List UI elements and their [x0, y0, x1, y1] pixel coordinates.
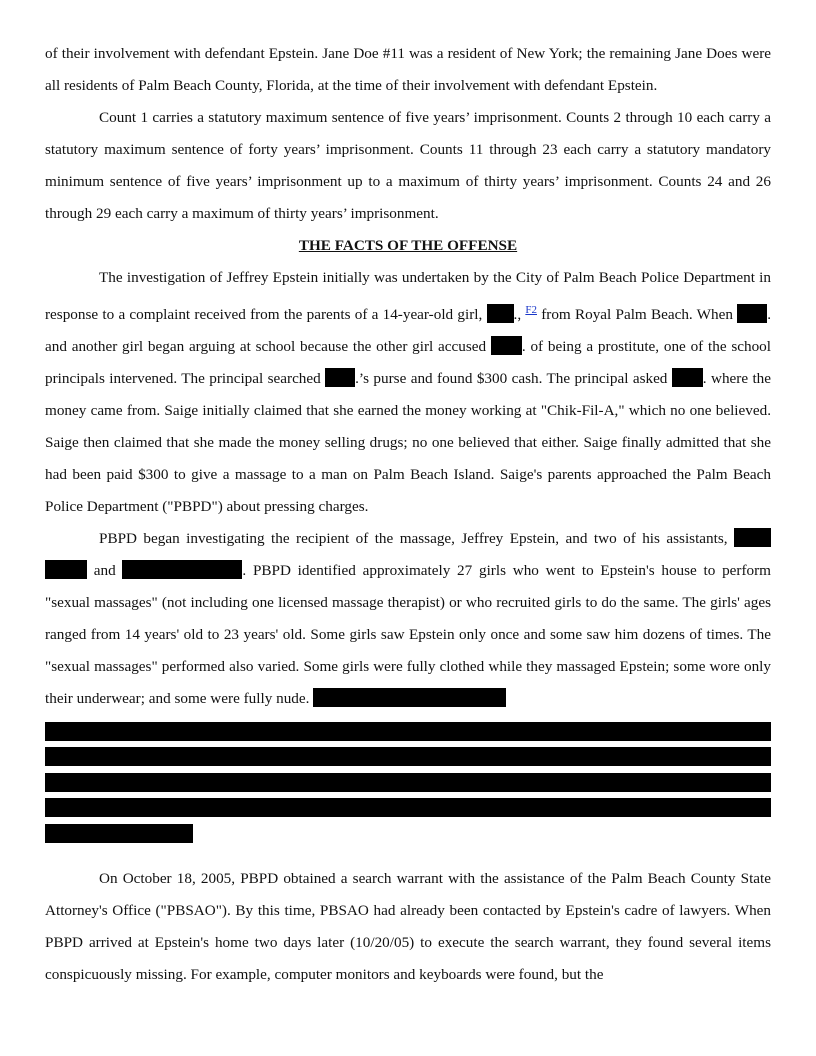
redaction-box: [325, 368, 355, 387]
redaction-box: [491, 336, 522, 355]
text-segment: and: [87, 562, 123, 579]
text-segment: . PBPD identified approximately 27 girls who went to Epstein's house to perform "sexual massages" (not including one licensed massage therapist) or who recruited girls to do the same. The girls' ages ranged from 14 years' old to 23 years' old. Some girls saw Epstein only once and some saw him dozens of times. The "sexual massages" performed also varied. Some girls were fully clothed while they massaged Epstein; some wore only their underwear; and some were fully nude.: [45, 562, 771, 707]
paragraph-jane-does-residence: of their involvement with defendant Epstein. Jane Doe #11 was a resident of New York; the remaining Jane Does were all residents of Palm Beach County, Florida, at the time of their involvement with defendant Epstein.: [45, 45, 771, 94]
redaction-bar: [45, 824, 193, 843]
redaction-box: [122, 560, 242, 579]
text-segment: . where the money came from. Saige initially claimed that she earned the money working at "Chik-Fil-A," which no one believed. Saige then claimed that she made the money selling drugs; no one believed that either. Saige finally admitted that she had been paid $300 to give a massage to a man on Palm Beach Island. Saige's parents approached the Palm Beach Police Department ("PBPD") about pressing charges.: [45, 370, 772, 515]
section-heading: THE FACTS OF THE OFFENSE: [298, 237, 518, 254]
redaction-box: [734, 528, 771, 547]
text-segment: PBPD began investigating the recipient of the massage, Jeffrey Epstein, and two of his assistants,: [99, 530, 734, 547]
paragraph-investigation: [45, 262, 771, 523]
paragraph-search-warrant: On October 18, 2005, PBPD obtained a search warrant with the assistance of the Palm Beach County State Attorney's Office ("PBSAO"). By this time, PBSAO had already been contacted by Epstein's cadre of lawyers. When PBPD arrived at Epstein's home two days later (10/20/05) to execute the search warrant, they found several items conspicuously missing. For example, computer monitors and keyboards were found, but the: [45, 870, 771, 983]
redaction-box: [313, 688, 506, 707]
redaction-bar: [45, 773, 771, 792]
text-segment: . of being a prostitute, one of the school principals intervened. The principal searched: [45, 338, 771, 387]
text-segment: .’s purse and found $300 cash. The principal asked: [355, 370, 672, 387]
redacted-block: [45, 722, 771, 843]
redaction-box: [672, 368, 703, 387]
redaction-bar: [45, 722, 771, 741]
text-segment: The investigation of Jeffrey Epstein initially was undertaken by the City of Palm Beach Police Department in response to a complaint received from the parents of a 14-year-old girl,: [45, 269, 771, 323]
redaction-bar: [45, 798, 771, 817]
paragraph-counts-sentences: Count 1 carries a statutory maximum sentence of five years’ imprisonment. Counts 2 through 10 each carry a statutory maximum sentence of forty years’ imprisonment. Counts 11 through 23 each carry a statutory mandatory minimum sentence of five years’ imprisonment up to a maximum of thirty years’ imprisonment. Counts 24 and 26 through 29 each carry a maximum of thirty years’ imprisonment.: [45, 109, 771, 222]
document-page: [45, 38, 771, 991]
redaction-box: [737, 304, 767, 323]
paragraph-gap: [45, 849, 771, 863]
footnote-link[interactable]: F2: [525, 304, 537, 316]
redaction-bar: [45, 747, 771, 766]
redaction-box: [45, 560, 87, 579]
text-segment: .,: [513, 306, 526, 323]
redaction-box: [487, 304, 514, 323]
text-segment: from Royal Palm Beach. When: [536, 306, 738, 323]
paragraph-pbpd-investigation: [45, 523, 771, 715]
text-segment: . and another girl began arguing at school because the other girl accused: [45, 306, 771, 355]
